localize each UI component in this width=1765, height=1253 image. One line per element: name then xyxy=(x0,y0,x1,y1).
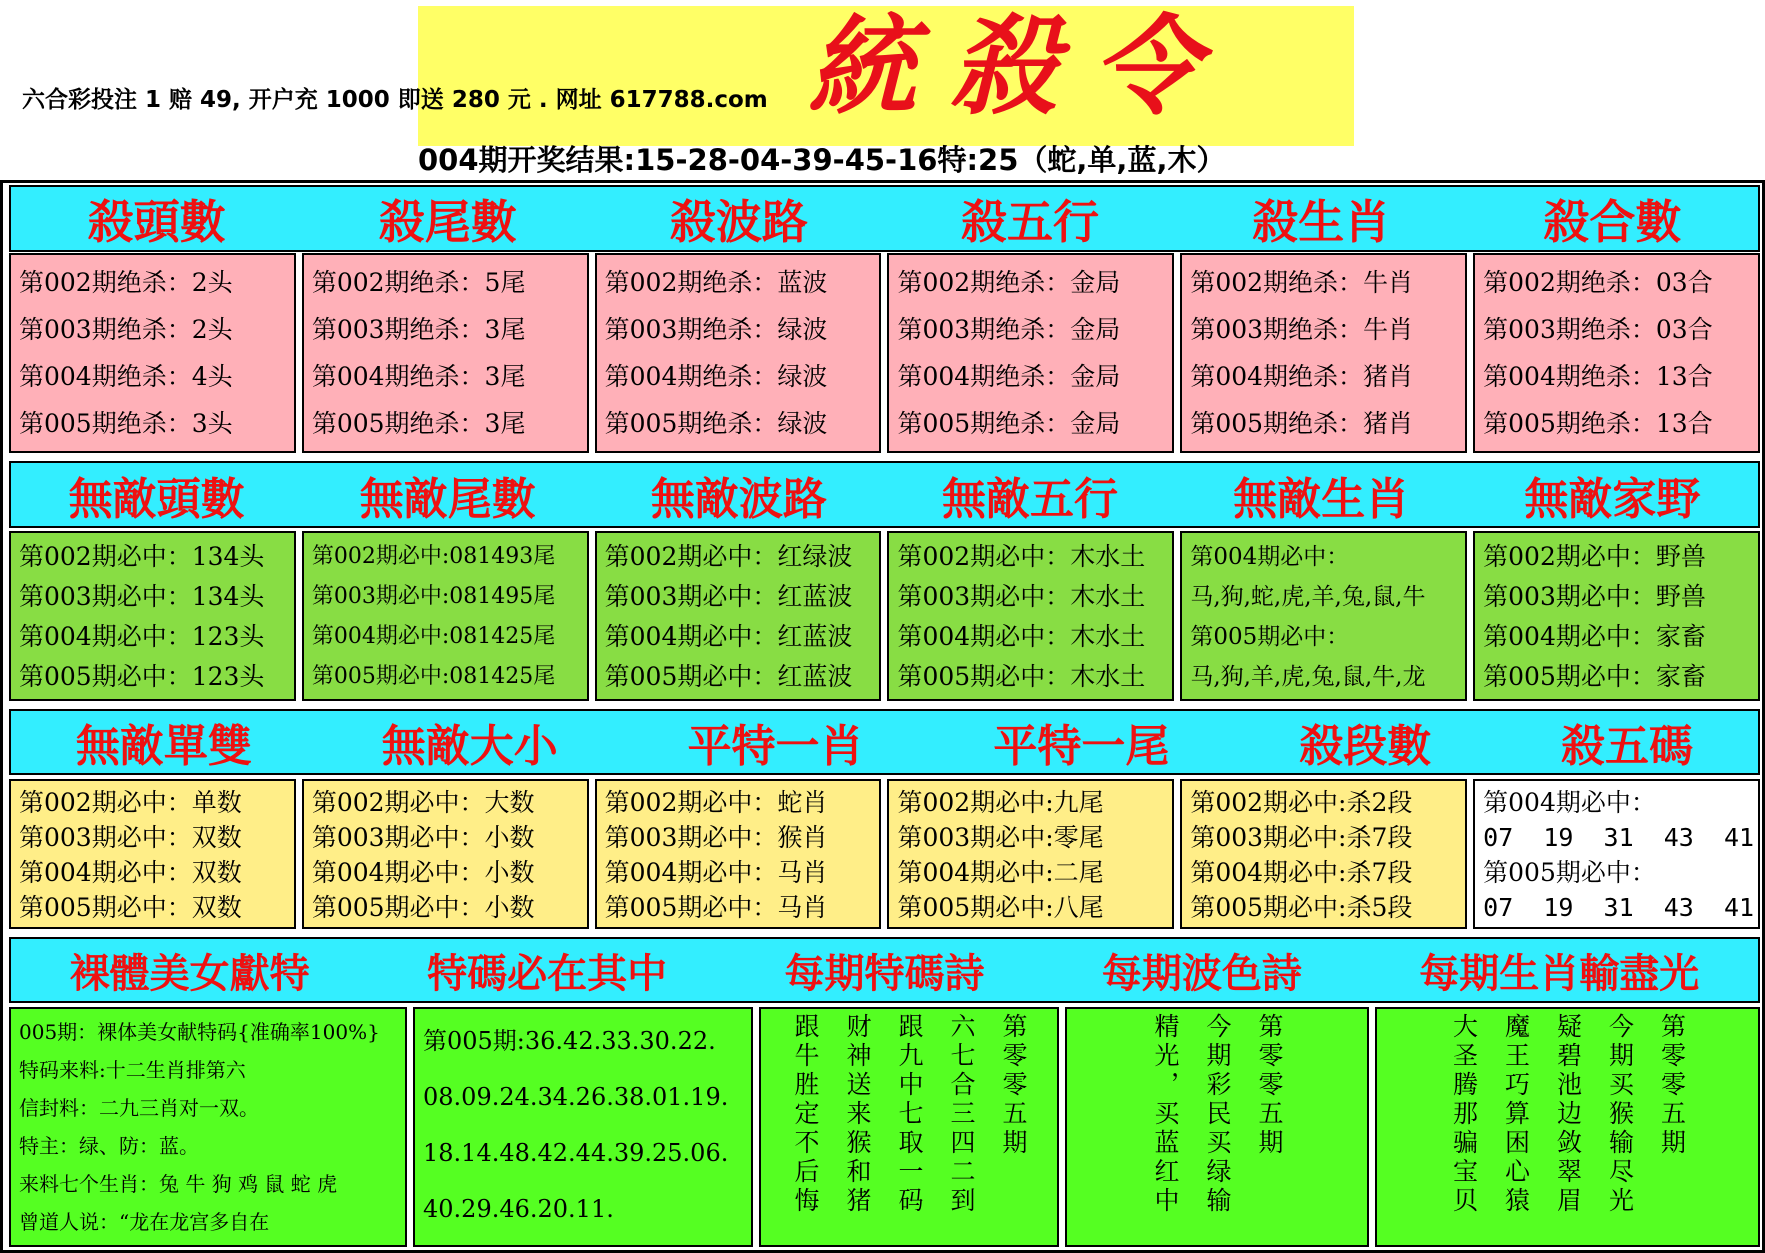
zodiac-poem-panel xyxy=(1375,1007,1760,1247)
list-item: 第004期必中：小数 xyxy=(311,858,535,887)
list-item: 第005期必中:八尾 xyxy=(897,893,1104,922)
header-kill-element: 殺五行 xyxy=(961,194,1100,249)
list-item: 第003期必中：134头 xyxy=(19,582,265,611)
header-invincible-tail: 無敵尾數 xyxy=(359,473,536,525)
list-item: 来料七个生肖：兔 牛 狗 鸡 鼠 蛇 虎 xyxy=(19,1172,338,1196)
header-invincible-element: 無敵五行 xyxy=(942,473,1119,525)
section2-col xyxy=(1473,531,1760,701)
list-item: 第002期必中：134头 xyxy=(19,542,265,571)
list-item: 第003期必中:零尾 xyxy=(897,823,1104,852)
header-kill-five-numbers: 殺五碼 xyxy=(1561,721,1694,772)
list-item: 第003期绝杀：03合 xyxy=(1483,315,1713,344)
list-item: 第004期必中:二尾 xyxy=(897,858,1104,887)
list-item: 第002期绝杀：牛肖 xyxy=(1190,268,1414,297)
header-big-small: 無敵大小 xyxy=(381,721,558,772)
list-item: 马,狗,蛇,虎,羊,兔,鼠,牛 xyxy=(1190,584,1426,610)
list-item: 第005期必中：木水土 xyxy=(897,662,1146,691)
list-item: 第004期必中：双数 xyxy=(19,858,242,887)
section3-row xyxy=(9,779,1760,929)
section2-col xyxy=(302,531,589,701)
list-item: 第003期必中：红蓝波 xyxy=(604,582,853,611)
section2-row xyxy=(9,531,1760,701)
list-item: 第002期必中:九尾 xyxy=(897,788,1104,817)
header-invincible-domestic-wild: 無敵家野 xyxy=(1524,473,1701,525)
list-item: 第002期绝杀：03合 xyxy=(1483,268,1713,297)
list-item: 40.29.46.20.11. xyxy=(423,1195,614,1223)
section2-header xyxy=(9,461,1760,528)
list-item: 第005期必中：马肖 xyxy=(604,893,828,922)
list-item: 第005期必中： xyxy=(1483,858,1656,887)
list-item: 第004期必中：木水土 xyxy=(897,622,1146,651)
section3-col xyxy=(887,779,1174,929)
list-item: 第004期必中：家畜 xyxy=(1483,622,1706,651)
list-item: 第003期必中:081495尾 xyxy=(311,584,556,609)
numbers-panel xyxy=(413,1007,753,1247)
list-item: 第005期绝杀：绿波 xyxy=(604,409,828,438)
header-special-code: 特碼必在其中 xyxy=(427,950,668,997)
poem-column: 跟九中七取一码 xyxy=(895,1013,924,1216)
main-board xyxy=(0,180,1765,1253)
header-invincible-wave: 無敵波路 xyxy=(650,473,827,525)
list-item: 第002期绝杀：2头 xyxy=(19,268,233,297)
list-item: 第005期必中：家畜 xyxy=(1483,662,1706,691)
header-odd-even: 無敵單雙 xyxy=(75,721,252,772)
header-kill-wave: 殺波路 xyxy=(669,194,808,249)
list-item: 特码来料:十二生肖排第六 xyxy=(19,1058,246,1082)
poem-column: 跟牛胜定不后悔 xyxy=(791,1013,820,1216)
section1-col xyxy=(9,253,296,453)
list-item: 第005期绝杀：猪肖 xyxy=(1190,409,1414,438)
section3-col xyxy=(302,779,589,929)
draw-result: 004期开奖结果:15-28-04-39-45-16特:25（蛇,单,蓝,木） xyxy=(418,143,1226,177)
poem-column: 第零零五期 xyxy=(1657,1013,1687,1158)
list-item: 第003期必中：野兽 xyxy=(1483,582,1706,611)
poem-column: 大圣腾那骗宝贝 xyxy=(1449,1013,1479,1216)
section1-col xyxy=(1180,253,1467,453)
list-item: 第005期绝杀：13合 xyxy=(1483,409,1713,438)
list-item: 第005期必中： xyxy=(1190,624,1350,650)
list-item: 第004期绝杀：3尾 xyxy=(311,362,526,391)
list-item: 第003期绝杀：3尾 xyxy=(311,315,526,344)
list-item: 第002期必中：野兽 xyxy=(1483,542,1706,571)
list-item: 第002期必中：单数 xyxy=(19,788,242,817)
list-item: 第005期:36.42.33.30.22. xyxy=(423,1027,716,1055)
list-item: 第003期绝杀：牛肖 xyxy=(1190,315,1414,344)
list-item: 第002期绝杀：5尾 xyxy=(311,268,526,297)
header-invincible-zodiac: 無敵生肖 xyxy=(1233,473,1410,525)
section2-col xyxy=(1180,531,1467,701)
list-item: 005期：裸体美女献特码{准确率100%} xyxy=(19,1020,380,1044)
list-item: 马,狗,羊,虎,兔,鼠,牛,龙 xyxy=(1190,664,1426,690)
list-item: 第004期必中： xyxy=(1190,544,1350,570)
poem-column: 六七合三四二到 xyxy=(947,1013,976,1216)
logo-title: 統殺令 xyxy=(808,4,1235,130)
beauty-panel xyxy=(9,1007,407,1247)
section2-col xyxy=(595,531,882,701)
list-item: 第002期必中：木水土 xyxy=(897,542,1146,571)
list-item: 第004期必中：马肖 xyxy=(604,858,828,887)
list-item: 第004期必中：红蓝波 xyxy=(604,622,853,651)
poem-column: 魔王巧算困心猿 xyxy=(1501,1013,1531,1216)
section1-col xyxy=(595,253,882,453)
header-wave-poem: 每期波色詩 xyxy=(1101,950,1302,997)
poem-column: 今期买猴输尽光 xyxy=(1605,1013,1635,1216)
list-item: 第004期绝杀：绿波 xyxy=(604,362,828,391)
section1-header xyxy=(9,185,1760,252)
list-item: 第003期必中：双数 xyxy=(19,823,242,852)
poem-code xyxy=(769,1013,1049,1241)
list-item: 第005期绝杀：3尾 xyxy=(311,409,526,438)
section3-col xyxy=(9,779,296,929)
list-item: 第003期必中：木水土 xyxy=(897,582,1146,611)
list-item: 第005期必中：红蓝波 xyxy=(604,662,853,691)
list-item: 第004期必中:081425尾 xyxy=(311,624,556,649)
header-invincible-head: 無敵頭數 xyxy=(68,473,245,525)
section4-header xyxy=(9,937,1760,1003)
header-one-tail: 平特一尾 xyxy=(993,721,1170,772)
section3-header xyxy=(9,709,1760,775)
list-item: 第004期必中:杀7段 xyxy=(1190,858,1413,887)
list-item: 第002期必中:081493尾 xyxy=(311,544,556,569)
list-item: 第002期必中:杀2段 xyxy=(1190,788,1413,817)
section4-row xyxy=(9,1007,1760,1247)
header-zodiac-lose: 每期生肖輸盡光 xyxy=(1419,950,1700,997)
list-item: 第005期必中：双数 xyxy=(19,893,242,922)
section3-col xyxy=(1473,779,1760,929)
list-item: 07 19 31 43 41 xyxy=(1483,893,1755,922)
header-kill-segment: 殺段數 xyxy=(1299,721,1432,772)
list-item: 第005期绝杀：金局 xyxy=(897,409,1121,438)
header-beauty: 裸體美女獻特 xyxy=(69,950,310,997)
section3-col xyxy=(1180,779,1467,929)
list-item: 第005期绝杀：3头 xyxy=(19,409,233,438)
list-item: 07 19 31 43 41 xyxy=(1483,823,1755,852)
list-item: 第005期必中:杀5段 xyxy=(1190,893,1413,922)
list-item: 曾道人说：“龙在龙宫多自在 xyxy=(19,1210,270,1234)
list-item: 第003期必中:杀7段 xyxy=(1190,823,1413,852)
list-item: 第004期绝杀：13合 xyxy=(1483,362,1713,391)
list-item: 第003期绝杀：2头 xyxy=(19,315,233,344)
list-item: 第004期必中：123头 xyxy=(19,622,265,651)
header-kill-head: 殺頭數 xyxy=(87,194,226,249)
poem-column: 疑碧池边敛翠眉 xyxy=(1553,1013,1583,1216)
list-item: 第002期必中：大数 xyxy=(311,788,535,817)
header-kill-sum: 殺合數 xyxy=(1543,194,1682,249)
section2-col xyxy=(9,531,296,701)
list-item: 第004期绝杀：4头 xyxy=(19,362,233,391)
list-item: 第002期必中：蛇肖 xyxy=(604,788,828,817)
poem-column: 财神送来猴和猪 xyxy=(843,1013,872,1216)
header-one-zodiac: 平特一肖 xyxy=(687,721,864,772)
section2-col xyxy=(887,531,1174,701)
list-item: 第002期必中：红绿波 xyxy=(604,542,853,571)
wave-poem-panel xyxy=(1065,1007,1369,1247)
ad-text: 六合彩投注 1 赔 49, 开户充 1000 即送 280 元 . 网址 617788.com xyxy=(22,87,768,113)
section1-col xyxy=(302,253,589,453)
list-item: 08.09.24.34.26.38.01.19. xyxy=(423,1083,729,1111)
poem-column: 第零零五期 xyxy=(999,1013,1028,1158)
list-item: 第004期绝杀：金局 xyxy=(897,362,1121,391)
poem-wave xyxy=(1075,1013,1359,1241)
section3-col xyxy=(595,779,882,929)
list-item: 第005期必中：小数 xyxy=(311,893,535,922)
list-item: 第004期必中： xyxy=(1483,788,1656,817)
header-code-poem: 每期特碼詩 xyxy=(784,950,985,997)
poem-column: 第零零五期 xyxy=(1255,1013,1284,1158)
poem-column: 今期彩民买绿输 xyxy=(1203,1013,1232,1216)
header-kill-tail: 殺尾數 xyxy=(378,194,517,249)
list-item: 特主：绿、防：蓝。 xyxy=(19,1134,199,1158)
header-kill-zodiac: 殺生肖 xyxy=(1252,194,1391,249)
list-item: 第002期绝杀：金局 xyxy=(897,268,1121,297)
list-item: 18.14.48.42.44.39.25.06. xyxy=(423,1139,729,1167)
list-item: 信封料：二九三肖对一双。 xyxy=(19,1096,259,1120)
code-poem-panel xyxy=(759,1007,1059,1247)
list-item: 第002期绝杀：蓝波 xyxy=(604,268,828,297)
list-item: 第004期绝杀：猪肖 xyxy=(1190,362,1414,391)
list-item: 第005期必中：123头 xyxy=(19,662,265,691)
poem-column: 精光，买蓝红中 xyxy=(1151,1013,1180,1216)
poem-zodiac xyxy=(1385,1013,1750,1241)
list-item: 第003期绝杀：绿波 xyxy=(604,315,828,344)
list-item: 第005期必中:081425尾 xyxy=(311,664,556,689)
section1-col xyxy=(887,253,1174,453)
list-item: 第003期必中：猴肖 xyxy=(604,823,828,852)
section1-row xyxy=(9,253,1760,453)
list-item: 第003期必中：小数 xyxy=(311,823,535,852)
list-item: 第003期绝杀：金局 xyxy=(897,315,1121,344)
section1-col xyxy=(1473,253,1760,453)
